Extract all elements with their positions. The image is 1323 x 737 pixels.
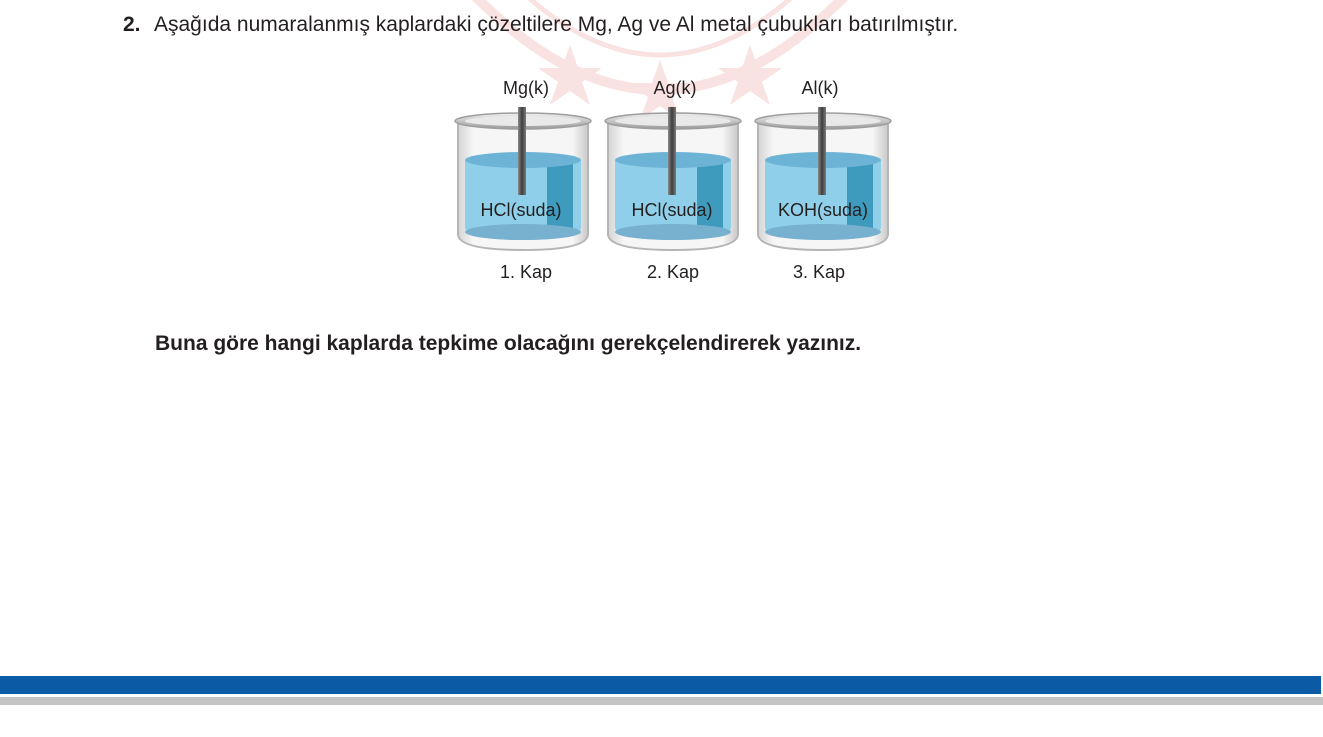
beaker-1 <box>455 107 591 250</box>
caption-2: 2. Kap <box>646 262 700 282</box>
question-number: 2. <box>123 13 141 36</box>
caption-1: 1. Kap <box>499 262 553 282</box>
solution-label-1: HCl(suda) <box>480 200 562 220</box>
metal-label-2: Ag(k) <box>653 78 697 98</box>
question-statement <box>123 12 958 38</box>
metal-label-1: Mg(k) <box>503 78 549 98</box>
metal-rod-1 <box>518 107 526 195</box>
metal-rod-2 <box>668 107 676 195</box>
caption-3: 3. Kap <box>792 262 846 282</box>
beakers-illustration <box>440 72 910 292</box>
beakers-figure <box>440 72 910 292</box>
question-prompt: Buna göre hangi kaplarda tepkime olacağını gerekçelendirerek yazınız. <box>155 332 862 355</box>
metal-rod-3 <box>818 107 826 195</box>
footer-band <box>0 676 1321 694</box>
solution-label-2: HCl(suda) <box>631 200 713 220</box>
question-text: Aşağıda numaralanmış kaplardaki çözeltilere Mg, Ag ve Al metal çubukları batırılmıştır. <box>154 13 959 36</box>
solution-label-3: KOH(suda) <box>777 200 869 220</box>
metal-label-3: Al(k) <box>801 78 839 98</box>
beaker-3 <box>755 107 891 250</box>
footer-rule <box>0 697 1323 705</box>
beaker-2 <box>605 107 741 250</box>
